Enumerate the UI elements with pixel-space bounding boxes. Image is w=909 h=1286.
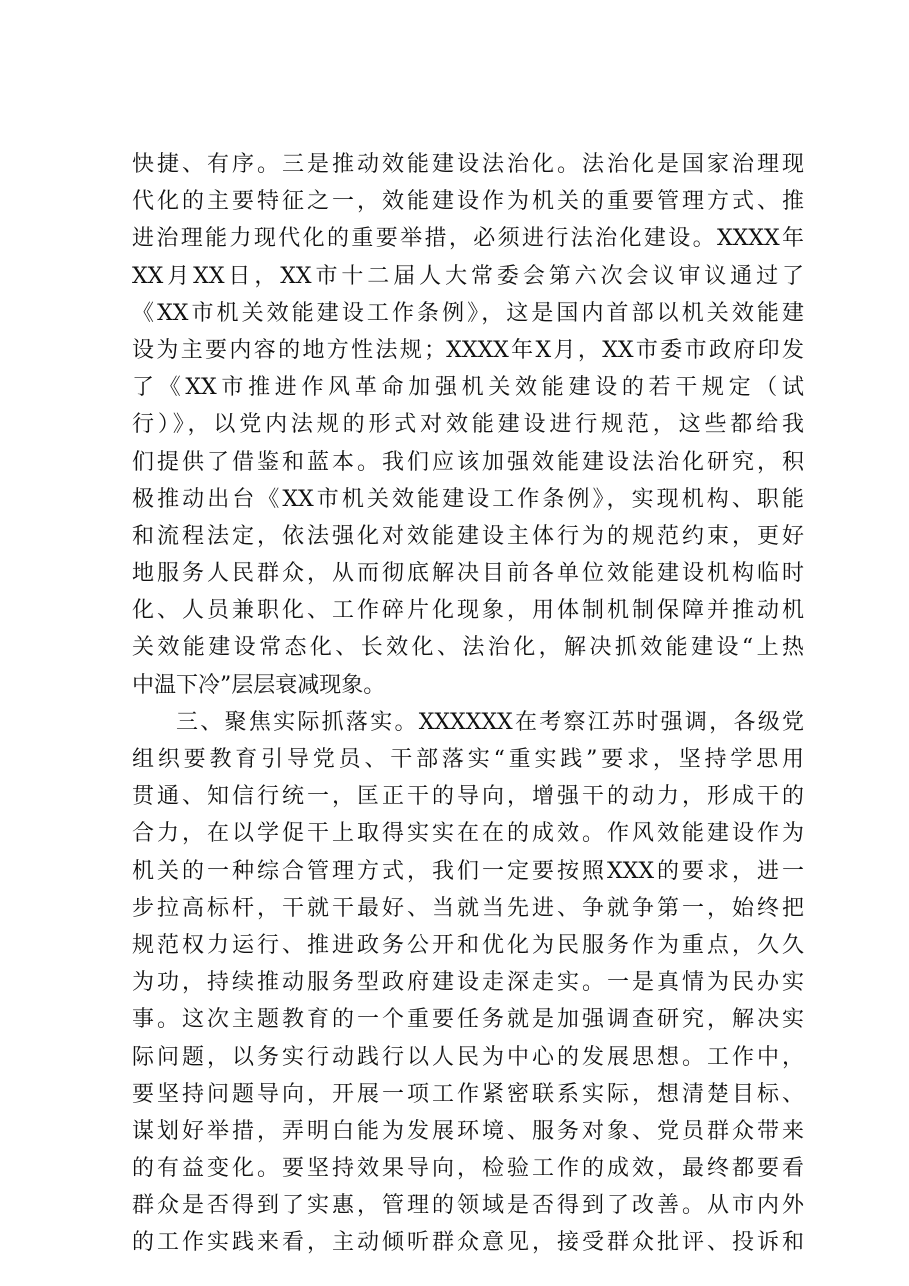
text-line: 和流程法定，依法强化对效能建设主体行为的规范约束，更好	[132, 523, 804, 549]
text-line: 进治理能力现代化的重要举措，必须进行法治化建设。XXXX年	[132, 226, 804, 252]
text-line: 群众是否得到了实惠，管理的领域是否得到了改善。从市内外	[132, 1193, 804, 1219]
text-line: 机关的一种综合管理方式，我们一定要按照XXX的要求，进一	[132, 858, 804, 884]
text-line: 极推动出台《XX市机关效能建设工作条例》，实现机构、职能	[132, 486, 804, 512]
text-line: 规范权力运行、推进政务公开和优化为民服务作为重点，久久	[132, 932, 804, 958]
text-line: 地服务人民群众，从而彻底解决目前各单位效能建设机构临时	[132, 561, 804, 587]
text-line: 合力，在以学促干上取得实实在在的成效。作风效能建设作为	[132, 821, 804, 847]
text-line: 组织要教育引导党员、干部落实“重实践”要求，坚持学思用	[132, 747, 804, 772]
text-line: 的有益变化。要坚持效果导向，检验工作的成效，最终都要看	[132, 1156, 804, 1182]
text-line: 谋划好举措，弄明白能为发展环境、服务对象、党员群众带来	[132, 1118, 804, 1144]
text-line: 关效能建设常态化、长效化、法治化，解决抓效能建设“上热	[132, 635, 804, 661]
text-line: 为功，持续推动服务型政府建设走深走实。一是真情为民办实	[132, 970, 804, 996]
text-line: 代化的主要特征之一，效能建设作为机关的重要管理方式、推	[132, 189, 804, 215]
paragraph-end-line: 中温下冷”层层衰减现象。	[132, 672, 386, 698]
text-line: 贯通、知信行统一，匡正干的导向，增强干的动力，形成干的	[132, 784, 804, 810]
text-line: 要坚持问题导向，开展一项工作紧密联系实际，想清楚目标、	[132, 1081, 804, 1107]
text-line: 设为主要内容的地方性法规；XXXX年X月，XX市委市政府印发	[132, 337, 804, 363]
text-line: 步拉高标杆，干就干最好、当就当先进、争就争第一，始终把	[132, 895, 804, 921]
text-line: 际问题，以务实行动践行以人民为中心的发展思想。工作中，	[132, 1044, 804, 1070]
text-line: 化、人员兼职化、工作碎片化现象，用体制机制保障并推动机	[132, 598, 804, 624]
text-line: 《XX市机关效能建设工作条例》，这是国内首部以机关效能建	[132, 300, 804, 326]
text-line: XX月XX日，XX市十二届人大常委会第六次会议审议通过了	[132, 263, 804, 289]
text-line: 们提供了借鉴和蓝本。我们应该加强效能建设法治化研究，积	[132, 449, 804, 475]
body-text	[132, 146, 804, 1262]
text-line: 行）》，以党内法规的形式对效能建设进行规范，这些都给我	[132, 412, 804, 438]
text-line: 了《XX市推进作风革命加强机关效能建设的若干规定（试	[132, 375, 804, 401]
text-line: 快捷、有序。三是推动效能建设法治化。法治化是国家治理现	[132, 152, 804, 177]
text-line: 事。这次主题教育的一个重要任务就是加强调查研究，解决实	[132, 1007, 804, 1033]
section-heading-line: 三、聚焦实际抓落实。XXXXXX在考察江苏时强调，各级党	[176, 709, 804, 735]
text-line: 的工作实践来看，主动倾听群众意见，接受群众批评、投诉和	[132, 1230, 804, 1256]
